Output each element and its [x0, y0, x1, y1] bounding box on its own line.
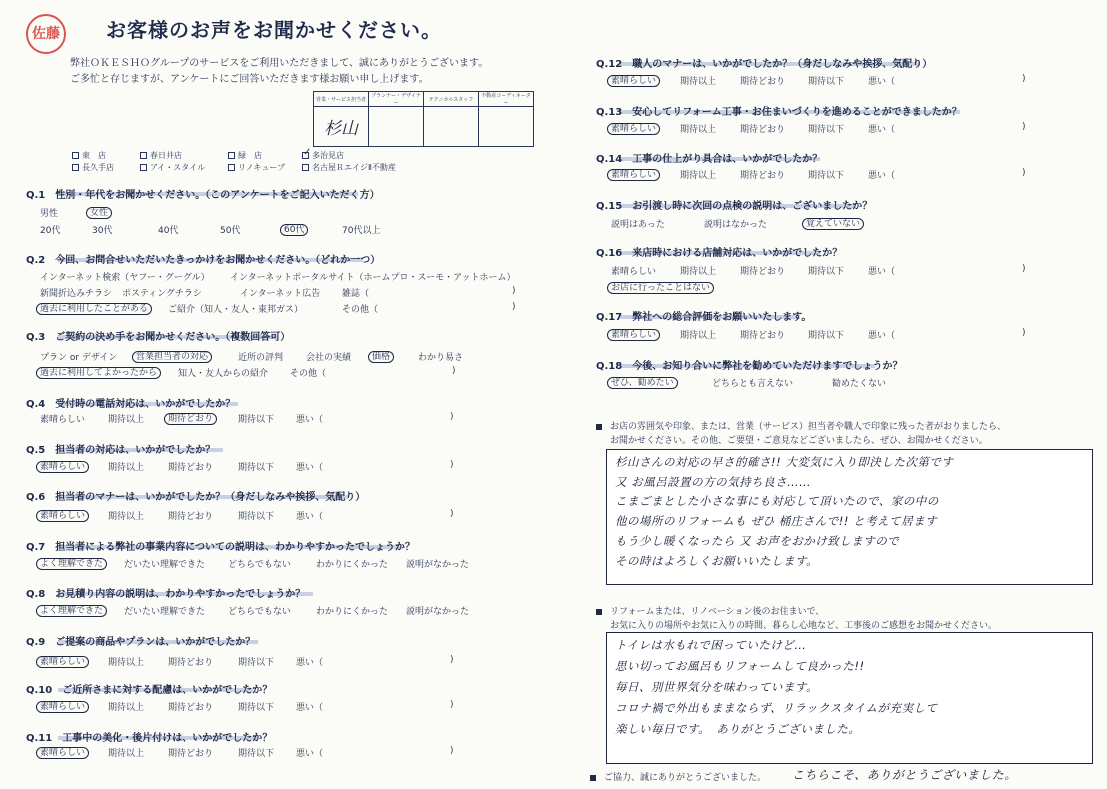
- option-excellent-selected[interactable]: 素晴らしい: [611, 327, 660, 340]
- store-midori[interactable]: 緑 店: [228, 150, 262, 161]
- option-bad[interactable]: 悪い（: [868, 267, 896, 277]
- staff-table: [313, 91, 534, 147]
- store-tajimi[interactable]: ✓ 多治見店: [303, 147, 344, 160]
- handwritten-staff-name: 杉山: [324, 119, 358, 139]
- option-neutral[interactable]: どちらでもない: [228, 607, 291, 617]
- option-other[interactable]: その他（: [342, 305, 379, 315]
- question-q11: Q.11 工事中の美化・後片付けは、いかがでしたか？: [26, 733, 273, 744]
- option-above[interactable]: 期待以上: [680, 125, 717, 135]
- comments1-heading-2: お聞かせください。その他、ご要望・ご意見などございましたら、ぜひ、お聞かせください。: [610, 436, 988, 446]
- option-as-expected-selected[interactable]: 期待どおり: [168, 411, 217, 424]
- staff-header-realestate: 不動産コーディネーター: [479, 92, 534, 107]
- option-below[interactable]: 期待以下: [808, 77, 845, 87]
- option-60s-selected[interactable]: 60代: [284, 222, 308, 235]
- footer-thanks: ご協力、誠にありがとうございました。: [590, 770, 766, 783]
- option-bad[interactable]: 悪い（: [296, 658, 324, 668]
- paren-close: ): [450, 700, 454, 710]
- option-recommend-selected[interactable]: ぜひ、勧めたい: [611, 375, 678, 388]
- option-as-expected[interactable]: 期待どおり: [740, 331, 786, 341]
- option-plan-design[interactable]: プラン or デザイン: [40, 353, 118, 363]
- option-used-before-selected[interactable]: 過去に利用したことがある: [40, 301, 152, 314]
- option-excellent[interactable]: 素晴らしい: [40, 415, 86, 425]
- option-bad[interactable]: 悪い（: [868, 125, 896, 135]
- comment1-line-1: 杉山さんの対応の早さ的確さ!! 大変気に入り即決した次第です: [615, 455, 954, 469]
- option-as-expected[interactable]: 期待どおり: [740, 267, 786, 277]
- option-30s[interactable]: 30代: [92, 226, 113, 236]
- comment2-line-1: トイレは水もれで困っていたけど…: [615, 638, 807, 652]
- option-as-expected[interactable]: 期待どおり: [740, 77, 786, 87]
- option-other[interactable]: その他（: [290, 369, 327, 379]
- option-newspaper-flyer[interactable]: 新聞折込みチラシ: [40, 289, 113, 299]
- option-excellent-selected[interactable]: 素晴らしい: [40, 459, 89, 472]
- option-no-explanation[interactable]: 説明がなかった: [406, 560, 470, 570]
- question-q2: Q.2 今回、お問合せいただいたきっかけをお聞かせください。（どれか一つ）: [26, 255, 381, 266]
- option-above[interactable]: 期待以上: [680, 331, 717, 341]
- question-q16: Q.16 来店時における店舗対応は、いかがでしたか？: [596, 248, 843, 259]
- option-portal-site[interactable]: インターネットポータルサイト（ホームプロ・スーモ・アットホーム）: [230, 273, 516, 283]
- question-q7: Q.7 担当者による弊社の事業内容についての説明は、わかりやすかったでしょうか？: [26, 542, 416, 553]
- option-above[interactable]: 期待以上: [108, 415, 145, 425]
- option-bad[interactable]: 悪い（: [868, 171, 896, 181]
- option-above[interactable]: 期待以上: [108, 463, 145, 473]
- option-understood-well-selected[interactable]: よく理解できた: [40, 603, 107, 616]
- comments1-heading-1: お店の雰囲気や印象、または、営業（サービス）担当者や職人で印象に残った者がおりましたら、: [596, 419, 1006, 432]
- option-hard-to-understand[interactable]: わかりにくかった: [316, 560, 389, 570]
- paren-close: ): [1022, 168, 1026, 178]
- option-excellent-selected[interactable]: 素晴らしい: [40, 699, 89, 712]
- store-renocube[interactable]: リノキューブ: [228, 162, 285, 173]
- comment1-line-6: その時はよろしくお願いいたします。: [615, 554, 819, 568]
- paren-close: ): [1022, 328, 1026, 338]
- option-below[interactable]: 期待以下: [808, 125, 845, 135]
- store-i-style[interactable]: アイ・スタイル: [140, 162, 205, 173]
- question-q17: Q.17 弊社への総合評価をお願いいたします。: [596, 312, 812, 323]
- option-below[interactable]: 期待以下: [808, 267, 845, 277]
- page-title: お客様のお声をお聞かせください。: [106, 18, 442, 42]
- footer-handwritten-reply: こちらこそ、ありがとうございました。: [792, 768, 1017, 782]
- seal-stamp: 佐藤: [26, 14, 66, 54]
- option-excellent-selected[interactable]: 素晴らしい: [40, 508, 89, 521]
- question-q4: Q.4 受付時の電話対応は、いかがでしたか？: [26, 399, 236, 410]
- option-50s[interactable]: 50代: [220, 226, 241, 236]
- paren-close: ): [450, 746, 454, 756]
- staff-sales-name[interactable]: [314, 107, 369, 147]
- question-q13: Q.13 安心してリフォーム工事・お住まいづくりを進めることができましたか？: [596, 107, 962, 118]
- option-web-ad[interactable]: インターネット広告: [240, 289, 321, 299]
- option-dont-remember-selected[interactable]: 覚えていない: [806, 216, 864, 229]
- option-bad[interactable]: 悪い（: [296, 415, 324, 425]
- option-above[interactable]: 期待以上: [680, 171, 717, 181]
- comments2-box[interactable]: [606, 632, 1093, 764]
- option-web-search[interactable]: インターネット検索（ヤフー・グーグル）: [40, 273, 210, 283]
- question-q3: Q.3 ご契約の決め手をお聞かせください。（複数回答可）: [26, 332, 291, 343]
- comment1-line-3: こまごまとした小さな事にも対応して頂いたので、家の中の: [615, 494, 939, 508]
- option-never-visited-selected[interactable]: お店に行ったことはない: [611, 280, 714, 293]
- question-q14: Q.14 工事の仕上がり具合は、いかがでしたか？: [596, 154, 823, 165]
- paren-close: ): [1022, 122, 1026, 132]
- paren-close: ): [452, 366, 456, 376]
- option-referral[interactable]: ご紹介（知人・友人・東邦ガス）: [168, 305, 304, 315]
- option-above[interactable]: 期待以上: [680, 267, 717, 277]
- paren-close: ): [1022, 74, 1026, 84]
- option-as-expected[interactable]: 期待どおり: [740, 125, 786, 135]
- paren-close: ): [450, 509, 454, 519]
- staff-header-technical: テクニカルスタッフ: [424, 92, 479, 107]
- option-excellent-selected[interactable]: 素晴らしい: [40, 745, 89, 758]
- option-above[interactable]: 期待以上: [108, 749, 145, 759]
- option-no-explanation[interactable]: 説明がなかった: [406, 607, 470, 617]
- option-below[interactable]: 期待以下: [238, 703, 275, 713]
- paren-close: ): [450, 412, 454, 422]
- question-q1: Q.1 性別・年代をお聞かせください。（このアンケートをご記入いただく方）: [26, 190, 380, 201]
- option-good-past-use-selected[interactable]: 過去に利用してよかったから: [40, 365, 161, 378]
- option-not-explained[interactable]: 説明はなかった: [704, 220, 768, 230]
- store-higashi[interactable]: 東 店: [72, 150, 106, 161]
- checkbox-icon: [72, 152, 79, 159]
- option-above[interactable]: 期待以上: [108, 512, 145, 522]
- option-mostly-understood[interactable]: だいたい理解できた: [124, 607, 206, 617]
- store-kasugai[interactable]: 春日井店: [140, 150, 182, 161]
- option-40s[interactable]: 40代: [158, 226, 179, 236]
- option-below[interactable]: 期待以下: [238, 658, 275, 668]
- option-magazine[interactable]: 雑誌（: [342, 289, 370, 299]
- option-wont-recommend[interactable]: 勧めたくない: [832, 379, 887, 389]
- intro-line-1: 弊社ＯＫＥＳＨＯグループのサービスをご利用いただきまして、誠にありがとうございます。: [70, 58, 489, 69]
- comment2-line-4: コロナ禍で外出もままならず、リラックスタイムが充実して: [615, 701, 938, 715]
- question-q6: Q.6 担当者のマナーは、いかがでしたか？（身だしなみや挨拶、気配り）: [26, 492, 366, 503]
- comment1-line-4: 他の場所のリフォームも ぜひ 桶庄さんで!! と考えて居ます: [615, 514, 938, 528]
- option-excellent-selected[interactable]: 素晴らしい: [611, 73, 660, 86]
- option-hard-to-understand[interactable]: わかりにくかった: [316, 607, 389, 617]
- question-q10: Q.10 ご近所さまに対する配慮は、いかがでしたか？: [26, 685, 273, 696]
- checkbox-icon: [302, 164, 309, 171]
- staff-planner-cell[interactable]: [369, 107, 424, 147]
- option-posting-flyer[interactable]: ポスティングチラシ: [122, 289, 202, 299]
- question-q9: Q.9 ご提案の商品やプランは、いかがでしたか？: [26, 637, 256, 648]
- option-below[interactable]: 期待以下: [808, 171, 845, 181]
- question-q15: Q.15 お引渡し時に次回の点検の説明は、ございましたか？: [596, 201, 873, 212]
- option-excellent-selected[interactable]: 素晴らしい: [611, 167, 660, 180]
- option-bad[interactable]: 悪い（: [296, 512, 324, 522]
- option-above[interactable]: 期待以上: [108, 703, 145, 713]
- option-bad[interactable]: 悪い（: [868, 331, 896, 341]
- option-as-expected[interactable]: 期待どおり: [168, 703, 214, 713]
- paren-close: ): [450, 460, 454, 470]
- option-below[interactable]: 期待以下: [238, 749, 275, 759]
- option-as-expected[interactable]: 期待どおり: [168, 463, 214, 473]
- option-understood-well-selected[interactable]: よく理解できた: [40, 556, 107, 569]
- staff-header-sales: 営業・サービス担当者: [314, 92, 369, 107]
- square-bullet-icon: [596, 424, 602, 430]
- option-bad[interactable]: 悪い（: [868, 77, 896, 87]
- option-neutral[interactable]: どちらでもない: [228, 560, 291, 570]
- option-sales-staff-selected[interactable]: 営業担当者の対応: [136, 349, 212, 362]
- option-70s-plus[interactable]: 70代以上: [342, 226, 381, 236]
- checkbox-icon: [228, 152, 235, 159]
- checkbox-icon: [72, 164, 79, 171]
- option-track-record[interactable]: 会社の実績: [306, 353, 352, 363]
- square-bullet-icon: [596, 609, 602, 615]
- comment1-line-5: もう少し暖くなったら 又 お声をおかけ致しますので: [615, 534, 900, 548]
- comment1-line-2: 又 お風呂設置の方の気持ち良さ……: [615, 475, 812, 489]
- staff-technical-cell[interactable]: [424, 107, 479, 147]
- option-excellent-selected[interactable]: 素晴らしい: [611, 121, 660, 134]
- square-bullet-icon: [590, 775, 596, 781]
- option-below[interactable]: 期待以下: [238, 463, 275, 473]
- comment2-line-3: 毎日、別世界気分を味わっています。: [615, 680, 818, 694]
- question-q12: Q.12 職人のマナーは、いかがでしたか？（身だしなみや挨拶、気配り）: [596, 59, 933, 70]
- checkbox-icon: [140, 164, 147, 171]
- option-20s[interactable]: 20代: [40, 226, 61, 236]
- option-excellent-selected[interactable]: 素晴らしい: [40, 654, 89, 667]
- store-nagakute[interactable]: 長久手店: [72, 162, 114, 173]
- option-explained[interactable]: 説明はあった: [611, 220, 665, 230]
- option-undecided[interactable]: どちらとも言えない: [712, 379, 794, 389]
- option-above[interactable]: 期待以上: [680, 77, 717, 87]
- question-q8: Q.8 お見積り内容の説明は、わかりやすかったでしょうか？: [26, 589, 306, 600]
- option-male[interactable]: 男性: [40, 209, 59, 219]
- option-above[interactable]: 期待以上: [108, 658, 145, 668]
- comments1-box[interactable]: [606, 449, 1093, 585]
- comments2-heading-2: お気に入りの場所やお気に入りの時間、暮らし心地など、工事後のご感想をお聞かせください。: [610, 621, 998, 631]
- question-q18: Q.18 今後、お知り合いに弊社を勧めていただけますでしょうか？: [596, 361, 903, 372]
- option-friend-referral[interactable]: 知人・友人からの紹介: [178, 369, 269, 379]
- paren-close: ): [1022, 264, 1026, 274]
- option-below[interactable]: 期待以下: [808, 331, 845, 341]
- option-excellent[interactable]: 素晴らしい: [611, 267, 657, 277]
- comment2-line-5: 楽しい毎日です。 ありがとうございました。: [615, 722, 861, 736]
- staff-realestate-cell[interactable]: [479, 107, 534, 147]
- paren-close: ): [512, 302, 516, 312]
- question-q5: Q.5 担当者の対応は、いかがでしたか？: [26, 445, 216, 456]
- comments2-heading-1: リフォームまたは、リノベーション後のお住まいで、: [596, 604, 824, 617]
- option-as-expected[interactable]: 期待どおり: [740, 171, 786, 181]
- option-below[interactable]: 期待以下: [238, 415, 275, 425]
- comment2-line-2: 思い切ってお風呂もリフォームして良かった!!: [615, 659, 865, 673]
- checked-checkbox-icon: ✓: [303, 147, 312, 158]
- store-nagoya-fudosan[interactable]: 名古屋ＲエイジⅡ不動産: [302, 162, 396, 173]
- option-bad[interactable]: 悪い（: [296, 463, 324, 473]
- checkbox-icon: [140, 152, 147, 159]
- intro-line-2: ご多忙と存じますが、アンケートにご回答いただきます様お願い申し上げます。: [70, 74, 429, 85]
- option-as-expected[interactable]: 期待どおり: [168, 512, 214, 522]
- option-clarity[interactable]: わかり易さ: [418, 353, 464, 363]
- staff-header-planner: プランナー・デザイナー: [369, 92, 424, 107]
- option-price-selected[interactable]: 価格: [372, 349, 394, 362]
- option-mostly-understood[interactable]: だいたい理解できた: [124, 560, 206, 570]
- option-below[interactable]: 期待以下: [238, 512, 275, 522]
- option-as-expected[interactable]: 期待どおり: [168, 658, 214, 668]
- option-bad[interactable]: 悪い（: [296, 703, 324, 713]
- option-as-expected[interactable]: 期待どおり: [168, 749, 214, 759]
- paren-close: ): [512, 286, 516, 296]
- option-reputation[interactable]: 近所の評判: [238, 353, 284, 363]
- checkbox-icon: [228, 164, 235, 171]
- option-bad[interactable]: 悪い（: [296, 749, 324, 759]
- paren-close: ): [450, 655, 454, 665]
- option-female-selected[interactable]: 女性: [90, 205, 112, 218]
